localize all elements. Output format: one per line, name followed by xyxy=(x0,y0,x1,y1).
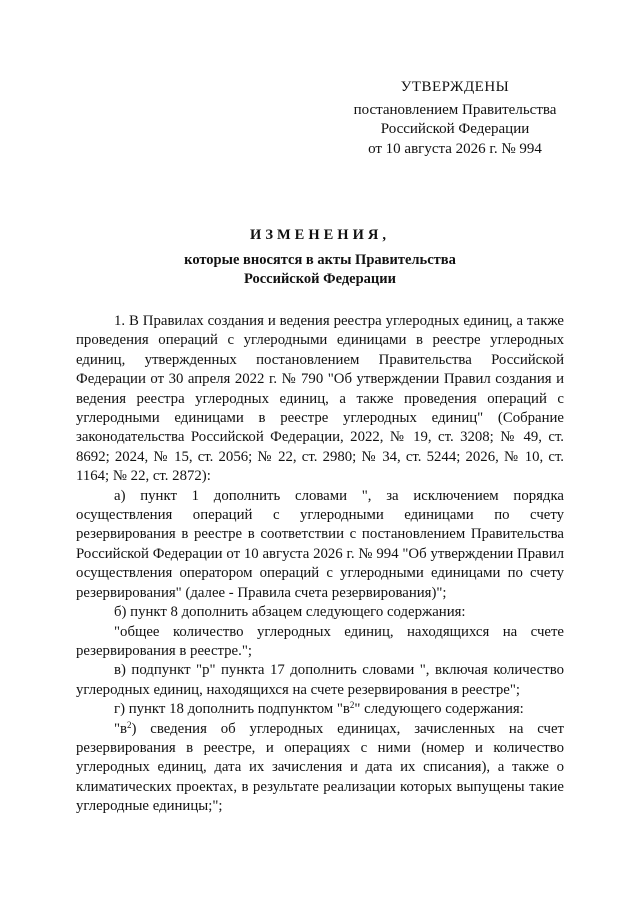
approval-line: постановлением Правительства xyxy=(353,101,557,118)
approval-heading: УТВЕРЖДЕНЫ xyxy=(400,79,510,95)
document-body xyxy=(76,312,564,817)
paragraph-g-quote xyxy=(76,720,564,817)
paragraph-b-quote: "общее количество углеродных единиц, находящихся на счете резервирования в реестре."; xyxy=(76,623,564,659)
paragraph-v: в) подпункт "р" пункта 17 дополнить словами ", включая количество углеродных единиц, находящихся на счете резервирования в реестре"; xyxy=(76,662,564,698)
superscript: 2 xyxy=(349,700,355,711)
document-title-block xyxy=(0,226,640,289)
text-run: "в xyxy=(114,720,128,737)
paragraph-1: 1. В Правилах создания и ведения реестра углеродных единиц, а также проведения операций с углеродными единицами в реестре углеродных единиц, утвержденных постановлением Правительства Российской Федерации от 30 апреля 2022 г. № 790 "Об утверждении Правил создания и ведения реестра углеродных единиц, а также проведения операций с углеродными единицами в реестре углеродных единиц" (Собрание законодательства Российской Федерации, 2022, № 19, ст. 3208; № 49, ст. 8692; 2024, № 15, ст. 2056; № 22, ст. 2980; № 34, ст. 5244; 2026, № 10, ст. 1164; № 22, ст. 2872): xyxy=(76,313,564,485)
document-title: ИЗМЕНЕНИЯ, xyxy=(250,227,390,243)
text-run: г) пункт 18 дополнить подпунктом "в xyxy=(114,701,350,718)
paragraph-g xyxy=(76,700,564,719)
paragraph-b: б) пункт 8 дополнить абзацем следующего содержания: xyxy=(114,604,466,621)
approval-date-line: от 10 августа 2026 г. № 994 xyxy=(368,140,542,157)
document-subtitle: Российской Федерации xyxy=(243,271,396,287)
text-run: " следующего содержания: xyxy=(354,701,524,718)
approval-block xyxy=(340,78,570,159)
text-run: ) сведения об углеродных единицах, зачисленных на счет резервирования в реестре, и операциях с ними (номер и количество углеродных единиц, дата их зачисления и дата их списания), а также о климатических проектах, в результате реализации которых выпущены такие углеродные единицы;"; xyxy=(76,720,564,815)
approval-line: Российской Федерации xyxy=(380,121,530,137)
superscript: 2 xyxy=(127,719,132,730)
paragraph-a: а) пункт 1 дополнить словами ", за исключением порядка осуществления операций с углеродными единицами по счету резервирования в реестре в соответствии с постановлением Правительства Российской Федерации от 10 августа 2026 г. № 994 "Об утверждении Правил осуществления оператором операций с углеродными единицами по счету резервирования" (далее - Правила счета резервирования)"; xyxy=(76,487,564,601)
document-subtitle: которые вносятся в акты Правительства xyxy=(184,252,456,268)
